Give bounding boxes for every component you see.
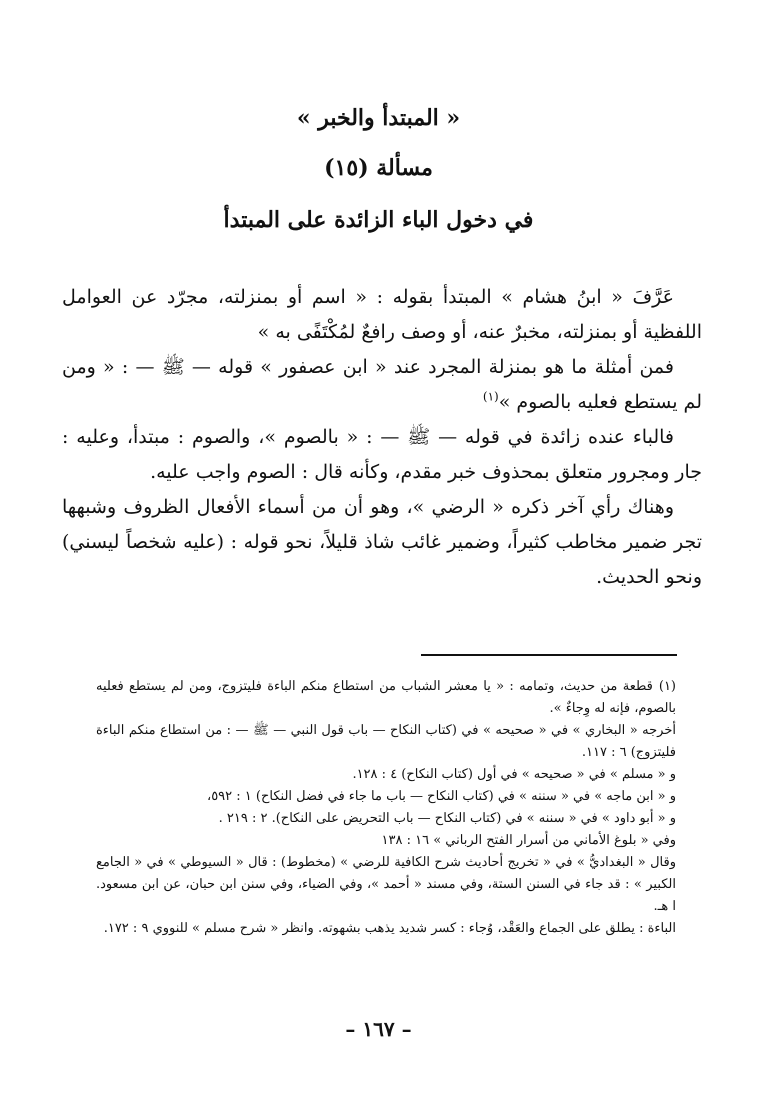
footnote-marker: (١) xyxy=(482,389,499,404)
footnote-line xyxy=(96,676,676,720)
footnote-line: الباءة : يطلق على الجماع والعَقْد، وُجاء : كسر شديد يذهب بشهوته. وانظر « شرح مسلم » للنووي ٩ : ١٧٢. xyxy=(103,921,676,936)
footnotes xyxy=(96,676,676,940)
subject-title: في دخول الباء الزائدة على المبتدأ xyxy=(223,207,534,233)
issue-title: مسألة (١٥) xyxy=(324,155,433,181)
footnote-line: وفي « بلوغ الأماني من أسرار الفتح الرباني » ١٦ : ١٣٨ xyxy=(381,833,676,848)
main-text xyxy=(62,280,702,595)
paragraph-example-text: فمن أمثلة ما هو بمنزلة المجرد عند « ابن عصفور » قوله — ﷺ — : « ومن لم يستطع فعليه بالصوم » xyxy=(62,356,702,413)
headings xyxy=(0,98,757,240)
footnote-line: و « أبو داود » في « سننه » في (كتاب النكاح — باب التحريض على النكاح). ٢ : ٢١٩ . xyxy=(218,811,676,826)
footnote-line: وقال « البغداديُّ » في « تخريج أحاديث شرح الكافية للرضي » (مخطوط) : قال « السيوطي » في « الجامع الكبير » : قد جاء في السنن الستة، وفي مسند « أحمد »، وفي الضياء، وفي سنن ابن حبان، عن ابن مسعود. ا هـ. xyxy=(96,855,676,914)
chapter-title: « المبتدأ والخبر » xyxy=(296,105,461,131)
paragraph-analysis: فالباء عنده زائدة في قوله — ﷺ — : « بالصوم »، والصوم : مبتدأ، وعليه : جار ومجرور متعلق بمحذوف خبر مقدم، وكأنه قال : الصوم واجب عليه. xyxy=(62,426,702,483)
paragraph-example xyxy=(62,350,702,420)
paragraph-definition: عَرَّفَ « ابنُ هشام » المبتدأ بقوله : « اسم أو بمنزلته، مجرّد عن العوامل اللفظية أو بمنزلته، مخبرٌ عنه، أو وصف رافعٌ لمُكْتَفًى به » xyxy=(62,286,702,343)
footnote-divider xyxy=(421,654,677,656)
footnote-line: و « مسلم » في « صحيحه » في أول (كتاب النكاح) ٤ : ١٢٨. xyxy=(352,767,676,782)
paragraph-radi-opinion: وهناك رأي آخر ذكره « الرضي »، وهو أن من أسماء الأفعال الظروف وشبهها تجر ضمير مخاطب كثيراً، وضمير غائب شاذ قليلاً، نحو قوله : (عليه شخصاً ليسني) ونحو الحديث. xyxy=(62,496,702,588)
page-number: – ١٦٧ – xyxy=(345,1017,412,1041)
footnote-line: أخرجه « البخاري » في « صحيحه » في (كتاب النكاح — باب قول النبي — ﷺ — : من استطاع منكم الباءة فليتزوج) ٦ : ١١٧. xyxy=(96,723,676,760)
footnote-text: قطعة من حديث، وتمامه : « يا معشر الشباب من استطاع منكم الباءة فليتزوج، ومن لم يستطع فعليه بالصوم، فإنه له وِجاءٌ ». xyxy=(96,679,676,716)
footnote-line: و « ابن ماجه » في « سننه » في (كتاب النكاح — باب ما جاء في فضل النكاح) ١ : ٥٩٢، xyxy=(206,789,676,804)
footnote-number: (١) xyxy=(658,679,676,694)
